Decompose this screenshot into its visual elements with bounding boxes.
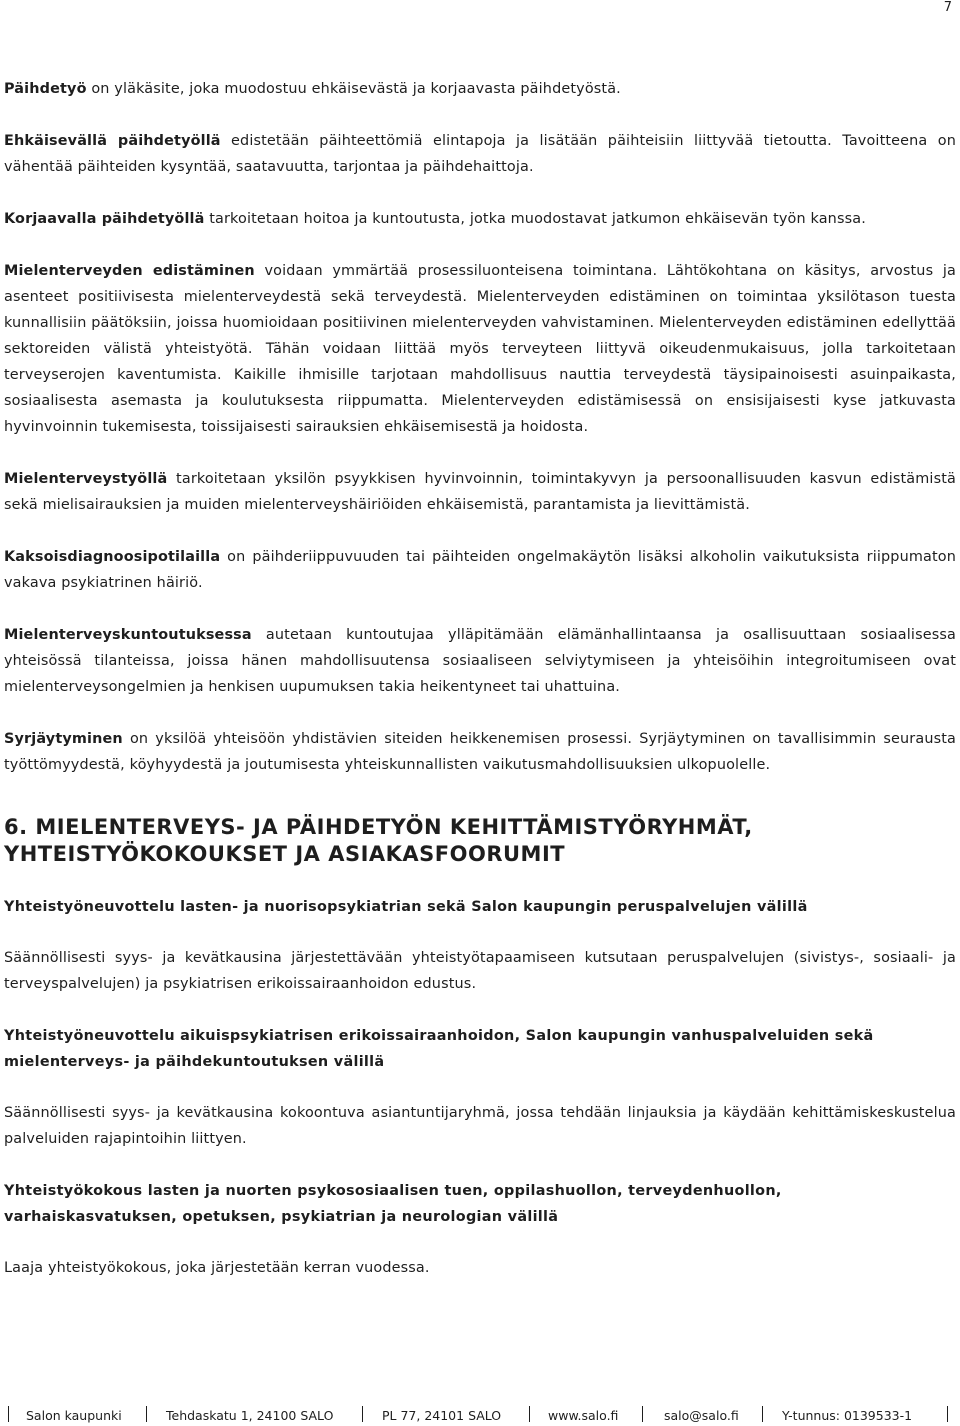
- document-body: [4, 76, 956, 1281]
- term: Ehkäisevällä päihdetyöllä: [4, 133, 221, 149]
- footer-separator: [8, 1406, 9, 1422]
- term: Päihdetyö: [4, 81, 87, 97]
- subsection-title: Yhteistyöneuvottelu lasten- ja nuorisopsykiatrian sekä Salon kaupungin peruspalvelujen välillä: [4, 899, 808, 915]
- subsection-text: Laaja yhteistyökokous, joka järjestetään kerran vuodessa.: [4, 1260, 430, 1276]
- section-heading-line2: YHTEISTYÖKOKOUKSET JA ASIAKASFOORUMIT: [4, 842, 566, 866]
- page-footer: [0, 1406, 960, 1426]
- footer-separator: [762, 1406, 763, 1422]
- paragraph-kaksoisdiagnoosi: [4, 544, 956, 596]
- term: Mielenterveyskuntoutuksessa: [4, 627, 252, 643]
- paragraph-mielenterveyden-edistaminen: [4, 258, 956, 440]
- term: Korjaavalla päihdetyöllä: [4, 211, 205, 227]
- paragraph-mielenterveystyo: [4, 466, 956, 518]
- paragraph-korjaava: [4, 206, 956, 232]
- subsection-title: Yhteistyöneuvottelu aikuispsykiatrisen erikoissairaanhoidon, Salon kaupungin vanhuspalveluiden sekä mielenterveys- ja päihdekuntoutuksen välillä: [4, 1028, 874, 1070]
- paragraph-ehkaiseva: [4, 128, 956, 180]
- term: Syrjäytyminen: [4, 731, 123, 747]
- paragraph-text: on yläkäsite, joka muodostuu ehkäisevästä ja korjaavasta päihdetyöstä.: [86, 81, 621, 97]
- term: Kaksoisdiagnoosipotilailla: [4, 549, 221, 565]
- paragraph-text: tarkoitetaan yksilön psyykkisen hyvinvoinnin, toimintakyvyn ja persoonallisuuden kasvun edistämistä sekä mielisairauksien ja muiden mielenterveyshäiriöiden ehkäisemistä, parantamista ja lievittämistä.: [4, 471, 956, 513]
- paragraph-text: tarkoitetaan hoitoa ja kuntoutusta, jotka muodostavat jatkumon ehkäisevän työn kanssa.: [204, 211, 866, 227]
- page-number: 7: [943, 0, 952, 15]
- term: Mielenterveystyöllä: [4, 471, 168, 487]
- section-heading: [4, 814, 956, 868]
- paragraph-paihdetyo: [4, 76, 956, 102]
- footer-po-box: PL 77, 24101 SALO: [382, 1408, 502, 1423]
- paragraph-text: on päihderiippuvuuden tai päihteiden ongelmakäytön lisäksi alkoholin vaikutuksista riippumaton vakava psykiatrinen häiriö.: [4, 549, 956, 591]
- paragraph-text: on yksilöä yhteisöön yhdistävien siteiden heikkenemisen prosessi. Syrjäytyminen on tavallisimmin seurausta työttömyydestä, köyhyydestä ja joutumisesta yhteiskunnallisten vaikutusmahdollisuuksien ulkopuolelle.: [4, 731, 956, 773]
- footer-separator: [642, 1406, 643, 1422]
- paragraph-text: autetaan kuntoutujaa ylläpitämään elämänhallintaansa ja osallisuuttaan sosiaalisessa yhteisössä tilanteissa, joissa hänen mahdollisuutensa sosiaaliseen selviytymiseen ja yhteisöihin integroitumiseen ovat mielenterveysongelmien ja henkisen uupumuksen takia heikentyneet tai uhattuina.: [4, 627, 956, 695]
- footer-business-id: Y-tunnus: 0139533-1: [782, 1408, 913, 1423]
- term: Mielenterveyden edistäminen: [4, 263, 255, 279]
- footer-organization: Salon kaupunki: [26, 1408, 122, 1423]
- footer-website-link[interactable]: www.salo.fi: [548, 1408, 619, 1423]
- subsection-text: Säännöllisesti syys- ja kevätkausina järjestettävään yhteistyötapaamiseen kutsutaan peruspalvelujen (sivistys-, sosiaali- ja terveyspalvelujen) ja psykiatrisen erikoissairaanhoidon edustus.: [4, 950, 956, 992]
- subsection-text: Säännöllisesti syys- ja kevätkausina kokoontuva asiantuntijaryhmä, jossa tehdään linjauksia ja käydään kehittämiskeskustelua palveluiden rajapintoihin liittyen.: [4, 1105, 956, 1147]
- paragraph-text: edistetään päihteettömiä elintapoja ja lisätään päihteisiin liittyvää tietoutta. Tavoitteena on vähentää päihteiden kysyntää, saatavuutta, tarjontaa ja päihdehaittoja.: [4, 133, 956, 175]
- footer-street-address: Tehdaskatu 1, 24100 SALO: [166, 1408, 334, 1423]
- footer-separator: [529, 1406, 530, 1422]
- footer-separator: [146, 1406, 147, 1422]
- subsection-title: Yhteistyökokous lasten ja nuorten psykososiaalisen tuen, oppilashuollon, terveydenhuollon, varhaiskasvatuksen, opetuksen, psykiatrian ja neurologian välillä: [4, 1183, 782, 1225]
- paragraph-text: voidaan ymmärtää prosessiluonteisena toimintana. Lähtökohtana on käsitys, arvostus ja asenteet positiivisesta mielenterveydestä sekä terveydestä. Mielenterveyden edistäminen on toimintaa yksilötason tuesta kunnallisiin päätöksiin, joissa huomioidaan positiivinen mielenterveyden vahvistaminen. Mielenterveyden edistäminen edellyttää sektoreiden välistä yhteistyötä. Tähän voidaan liittää myös terveyteen liittyvä oikeudenmukaisuus, jolla tarkoitetaan terveyserojen kaventumista. Kaikille ihmisille tarjotaan mahdollisuus nauttia terveydestä täysipainoisesti asuinpaikasta, sosiaalisesta asemasta ja koulutuksesta riippumatta. Mielenterveyden edistämisessä on ensisijaisesti kyse jatkuvasta hyvinvoinnin tukemisesta, toissijaisesti sairauksien ehkäisemisestä ja hoidosta.: [4, 263, 956, 435]
- paragraph-syrjaytyminen: [4, 726, 956, 778]
- section-heading-line1: 6. MIELENTERVEYS- JA PÄIHDETYÖN KEHITTÄMISTYÖRYHMÄT,: [4, 815, 753, 839]
- footer-separator: [947, 1406, 948, 1422]
- footer-email-link[interactable]: salo@salo.fi: [664, 1408, 739, 1423]
- paragraph-mielenterveyskuntoutus: [4, 622, 956, 700]
- footer-separator: [362, 1406, 363, 1422]
